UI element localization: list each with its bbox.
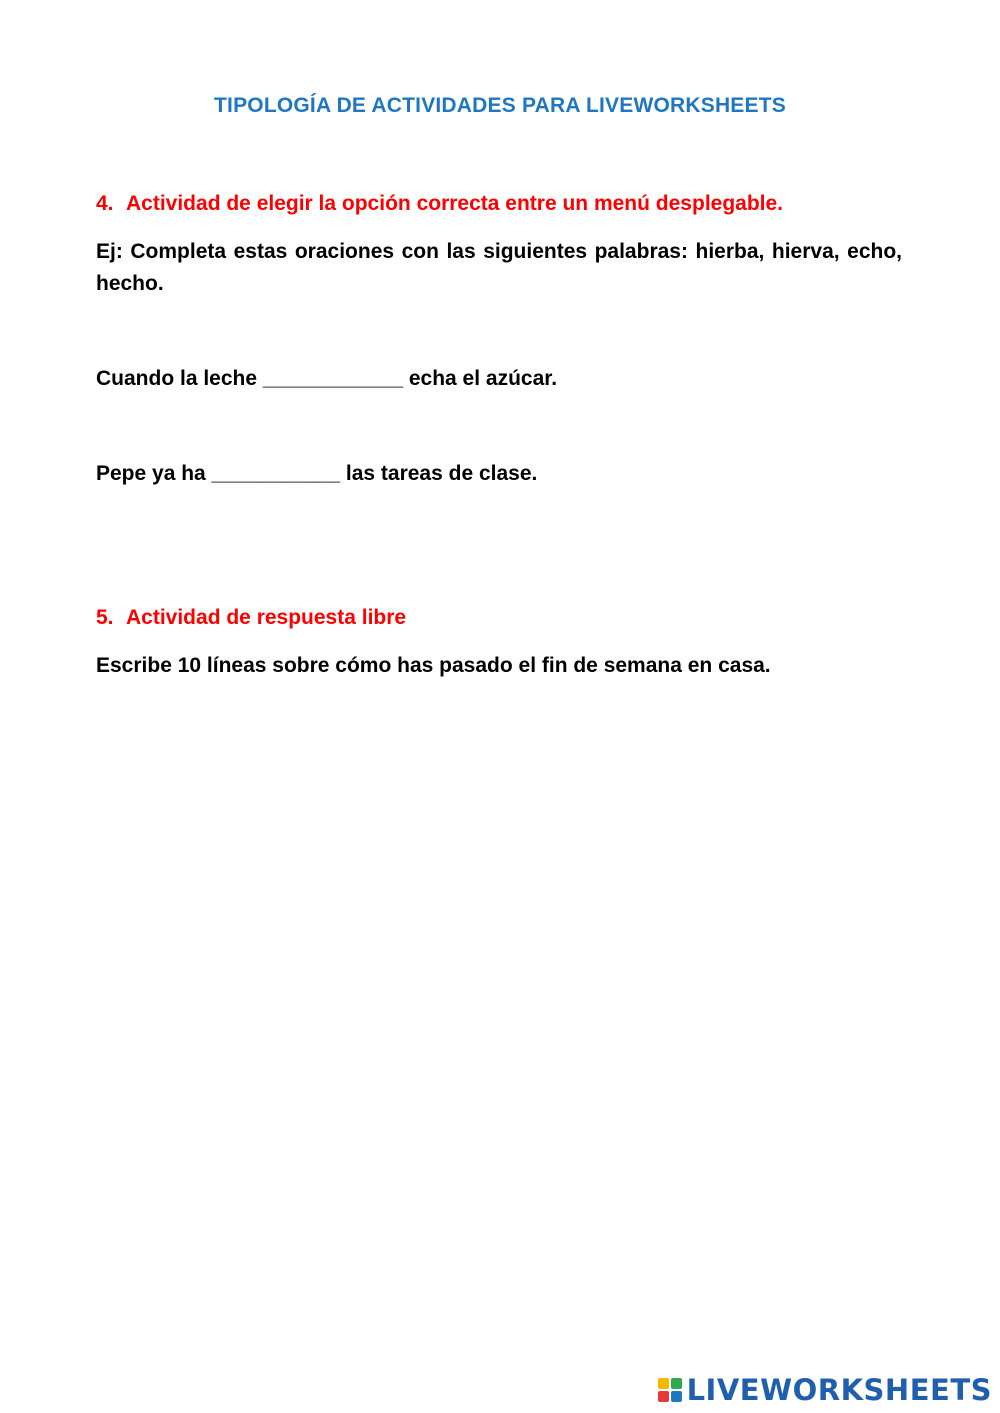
exercise-sentence-1: Cuando la leche ____________ echa el azúcar.: [96, 367, 558, 390]
logo-tile: [671, 1391, 682, 1402]
logo-text: LIVEWORKSHEETS: [686, 1373, 992, 1407]
section-5-heading: [96, 606, 406, 630]
section-4-heading: [96, 192, 783, 216]
liveworksheets-logo-icon: [658, 1378, 682, 1402]
section-4-heading-text: Actividad de elegir la opción correcta entre un menú desplegable.: [126, 192, 784, 215]
section-5-number: 5.: [96, 606, 114, 629]
logo-tile: [671, 1378, 682, 1389]
logo-tile: [658, 1391, 669, 1402]
liveworksheets-logo: [658, 1373, 992, 1407]
section-4-number: 4.: [96, 192, 114, 215]
section-4-instruction: Ej: Completa estas oraciones con las siguientes palabras: hierba, hierva, echo, hecho.: [96, 240, 902, 295]
exercise-sentence-2: Pepe ya ha ___________ las tareas de clase.: [96, 462, 538, 485]
section-5-heading-text: Actividad de respuesta libre: [126, 606, 407, 629]
section-5-instruction: Escribe 10 líneas sobre cómo has pasado el fin de semana en casa.: [96, 654, 771, 677]
page-title: TIPOLOGÍA DE ACTIVIDADES PARA LIVEWORKSHEETS: [214, 94, 786, 117]
logo-tile: [658, 1378, 669, 1389]
